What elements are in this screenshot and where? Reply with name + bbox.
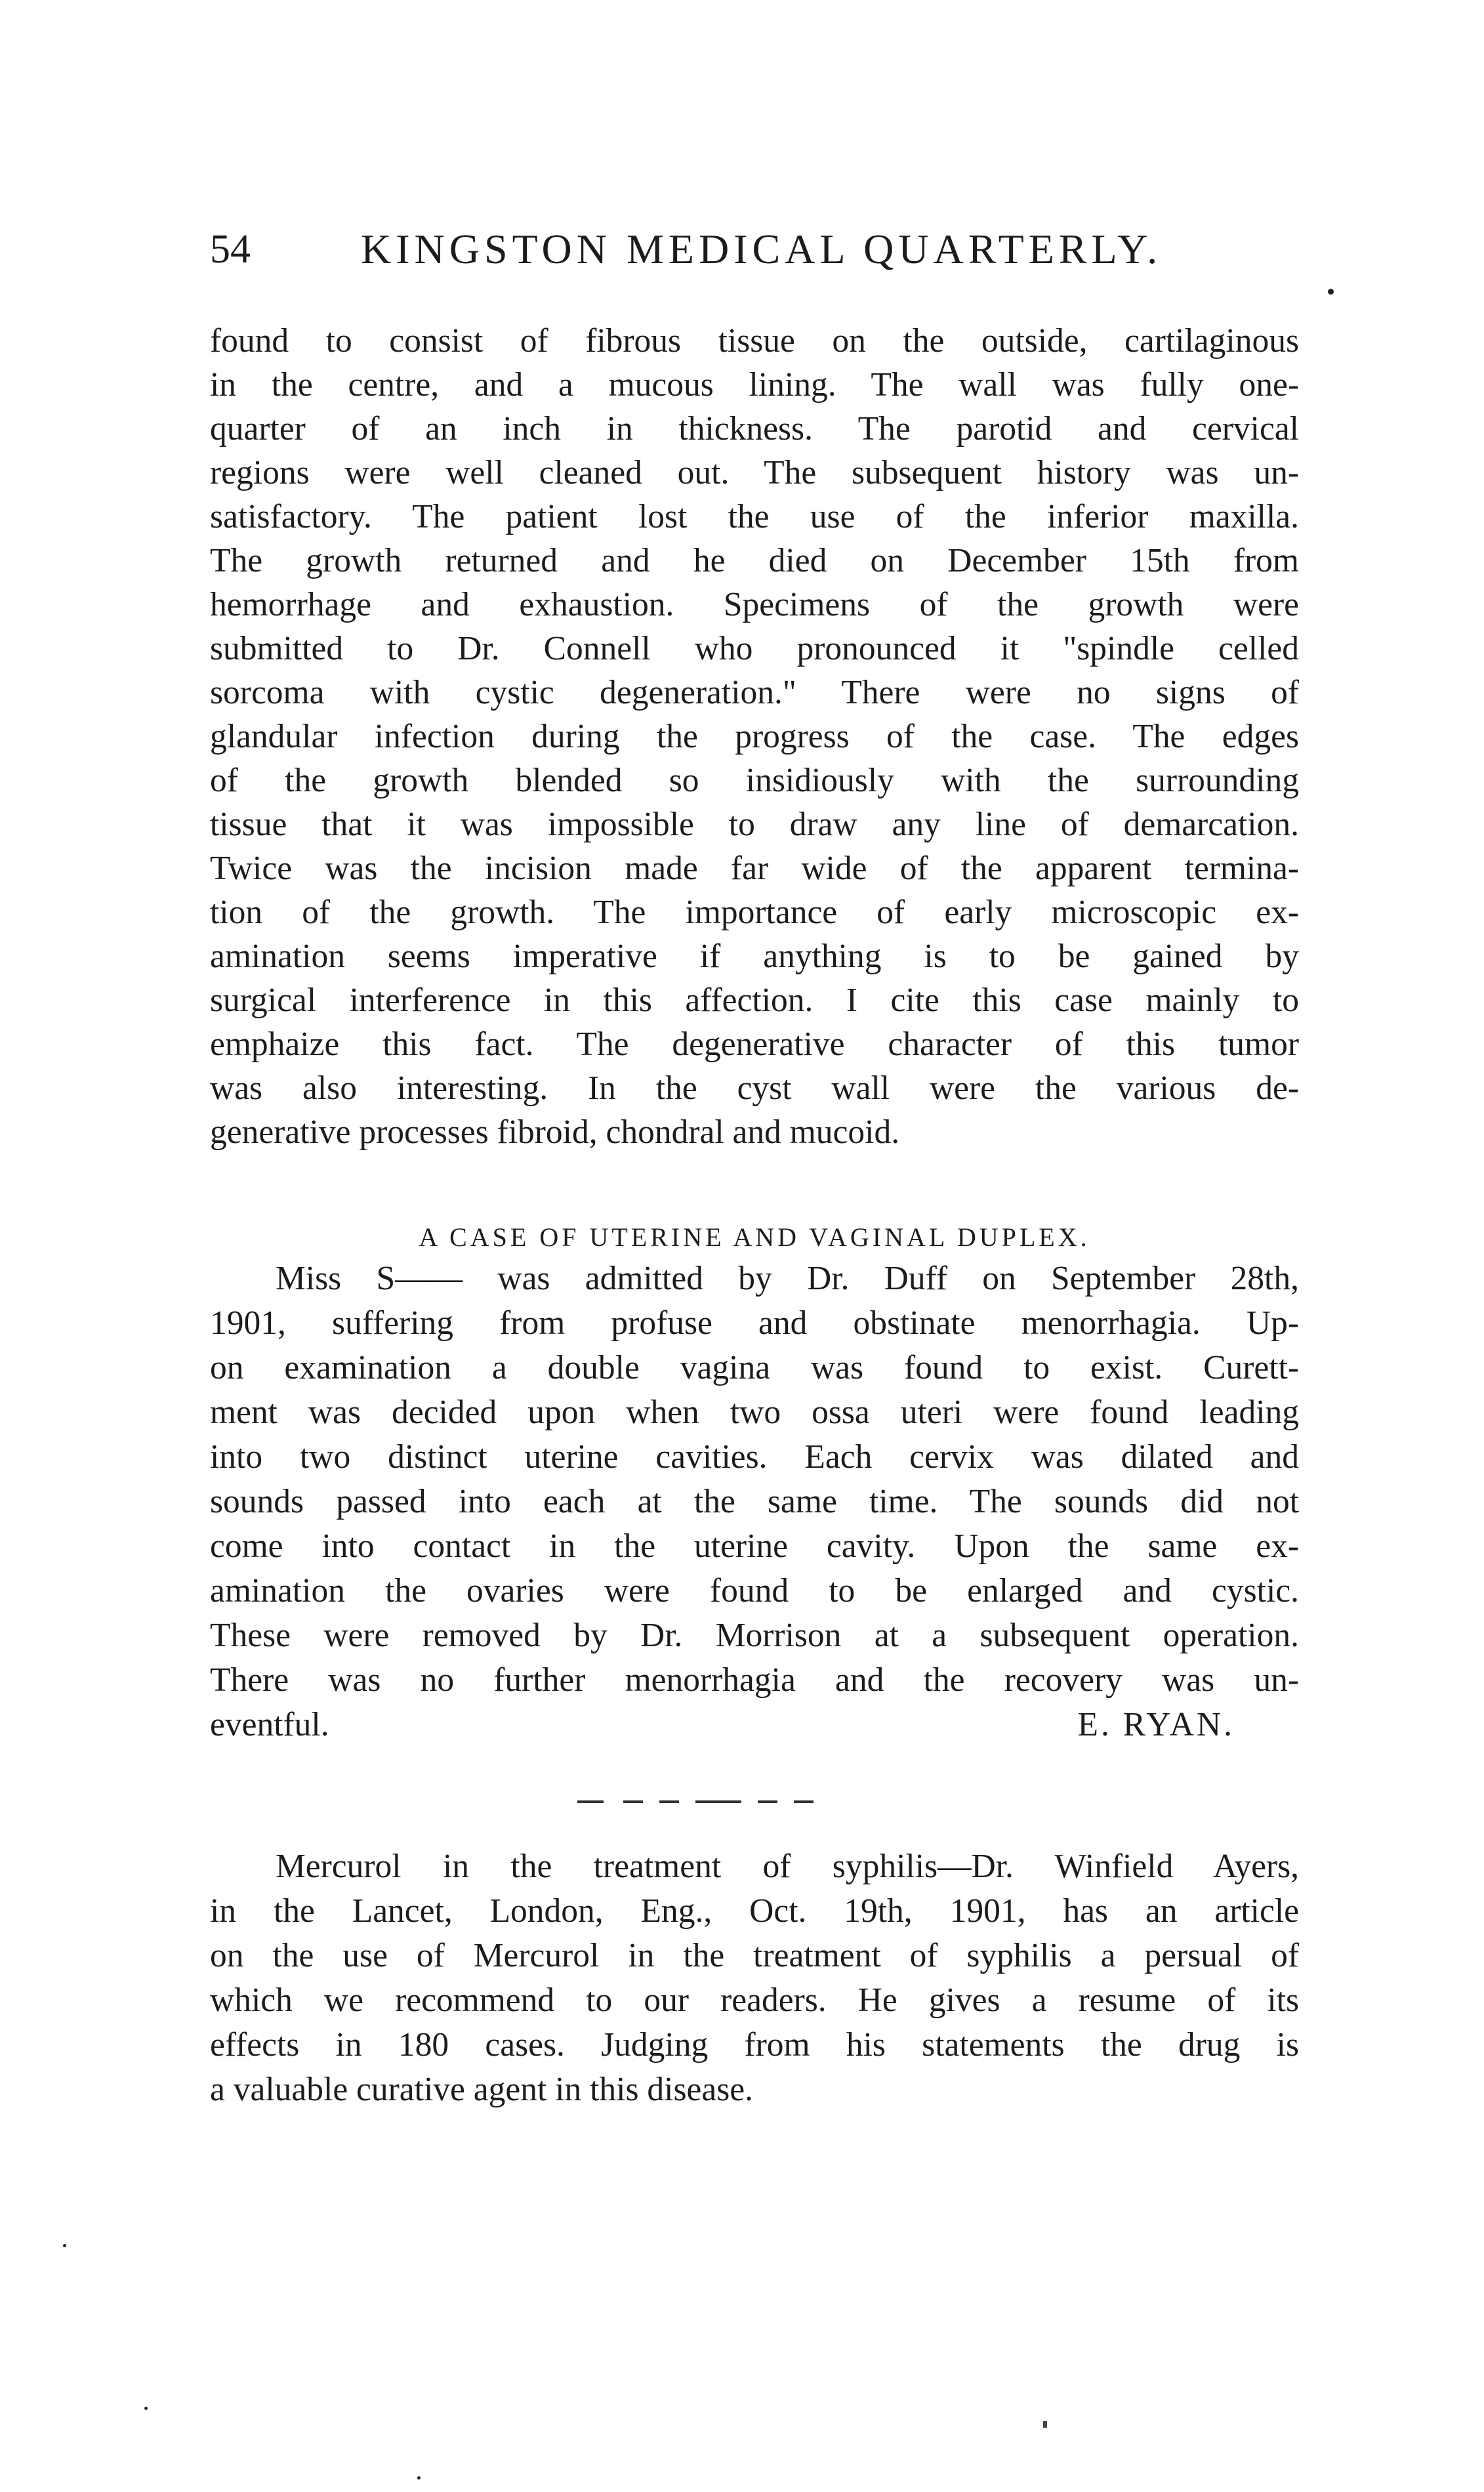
text-line: There was no further menorrhagia and the recovery was un- xyxy=(210,1661,1299,1699)
text-line: regions were well cleaned out. The subsequent history was un- xyxy=(210,454,1299,491)
separator-dash xyxy=(623,1800,643,1803)
running-title: KINGSTON MEDICAL QUARTERLY. xyxy=(361,226,1163,272)
text-line: submitted to Dr. Connell who pronounced it "spindle celled xyxy=(210,630,1299,667)
text-line: The growth returned and he died on December 15th from xyxy=(210,542,1299,579)
text-line: tissue that it was impossible to draw any line of demarcation. xyxy=(210,806,1299,843)
text-line: glandular infection during the progress of the case. The edges xyxy=(210,718,1299,755)
text-line: surgical interference in this affection. I cite this case mainly to xyxy=(210,982,1299,1019)
text-line: in the Lancet, London, Eng., Oct. 19th, 1901, has an article xyxy=(210,1892,1299,1930)
text-line: sounds passed into each at the same time. The sounds did not xyxy=(210,1483,1299,1520)
separator-dash xyxy=(659,1800,679,1803)
text-line: generative processes fibroid, chondral and mucoid. xyxy=(210,1113,900,1151)
text-line: in the centre, and a mucous lining. The wall was fully one- xyxy=(210,366,1299,404)
page-header xyxy=(210,223,1299,276)
text-line: which we recommend to our readers. He gives a resume of its xyxy=(210,1982,1299,2019)
text-line: 1901, suffering from profuse and obstinate menorrhagia. Up- xyxy=(210,1304,1299,1342)
section-separator xyxy=(577,1799,814,1804)
text-line: into two distinct uterine cavities. Each cervix was dilated and xyxy=(210,1438,1299,1476)
text-line: on examination a double vagina was found to exist. Curett- xyxy=(210,1349,1299,1386)
text-line: emphaize this fact. The degenerative character of this tumor xyxy=(210,1026,1299,1063)
ink-speck xyxy=(417,2476,421,2480)
separator-dash xyxy=(758,1800,777,1803)
text-line: eventful. xyxy=(210,1706,329,1743)
text-line: effects in 180 cases. Judging from his statements the drug is xyxy=(210,2026,1299,2064)
ink-speck xyxy=(1043,2421,1047,2428)
text-line: Mercurol in the treatment of syphilis—Dr. Winfield Ayers, xyxy=(276,1848,1299,1885)
text-line: tion of the growth. The importance of early microscopic ex- xyxy=(210,894,1299,931)
text-line: was also interesting. In the cyst wall were the various de- xyxy=(210,1069,1299,1107)
text-line: on the use of Mercurol in the treatment of syphilis a persual of xyxy=(210,1937,1299,1974)
text-line: come into contact in the uterine cavity. Upon the same ex- xyxy=(210,1527,1299,1565)
separator-dash xyxy=(577,1800,604,1803)
ink-speck xyxy=(63,2244,66,2247)
text-line: sorcoma with cystic degeneration." There were no signs of xyxy=(210,674,1299,711)
page-number: 54 xyxy=(210,227,251,272)
text-line: Miss S—— was admitted by Dr. Duff on September 28th, xyxy=(276,1260,1299,1297)
ink-speck xyxy=(144,2407,148,2410)
text-line: satisfactory. The patient lost the use of the inferior maxilla. xyxy=(210,498,1299,535)
text-line: amination the ovaries were found to be enlarged and cystic. xyxy=(210,1572,1299,1609)
text-line: found to consist of fibrous tissue on the outside, cartilaginous xyxy=(210,322,1299,360)
separator-dash xyxy=(695,1800,741,1803)
text-line: ment was decided upon when two ossa uteri were found leading xyxy=(210,1394,1299,1431)
separator-dash xyxy=(794,1800,814,1803)
ink-speck xyxy=(1328,289,1334,295)
section-heading: A CASE OF UTERINE AND VAGINAL DUPLEX. xyxy=(419,1222,1090,1252)
text-line: quarter of an inch in thickness. The parotid and cervical xyxy=(210,410,1299,447)
text-line: These were removed by Dr. Morrison at a subsequent operation. xyxy=(210,1617,1299,1654)
text-line: a valuable curative agent in this disease. xyxy=(210,2071,753,2108)
text-line: hemorrhage and exhaustion. Specimens of the growth were xyxy=(210,586,1299,623)
text-line: amination seems imperative if anything is to be gained by xyxy=(210,938,1299,975)
author-signature: E. RYAN. xyxy=(1077,1706,1235,1743)
text-line: of the growth blended so insidiously with the surrounding xyxy=(210,762,1299,799)
text-line: Twice was the incision made far wide of the apparent termina- xyxy=(210,850,1299,887)
